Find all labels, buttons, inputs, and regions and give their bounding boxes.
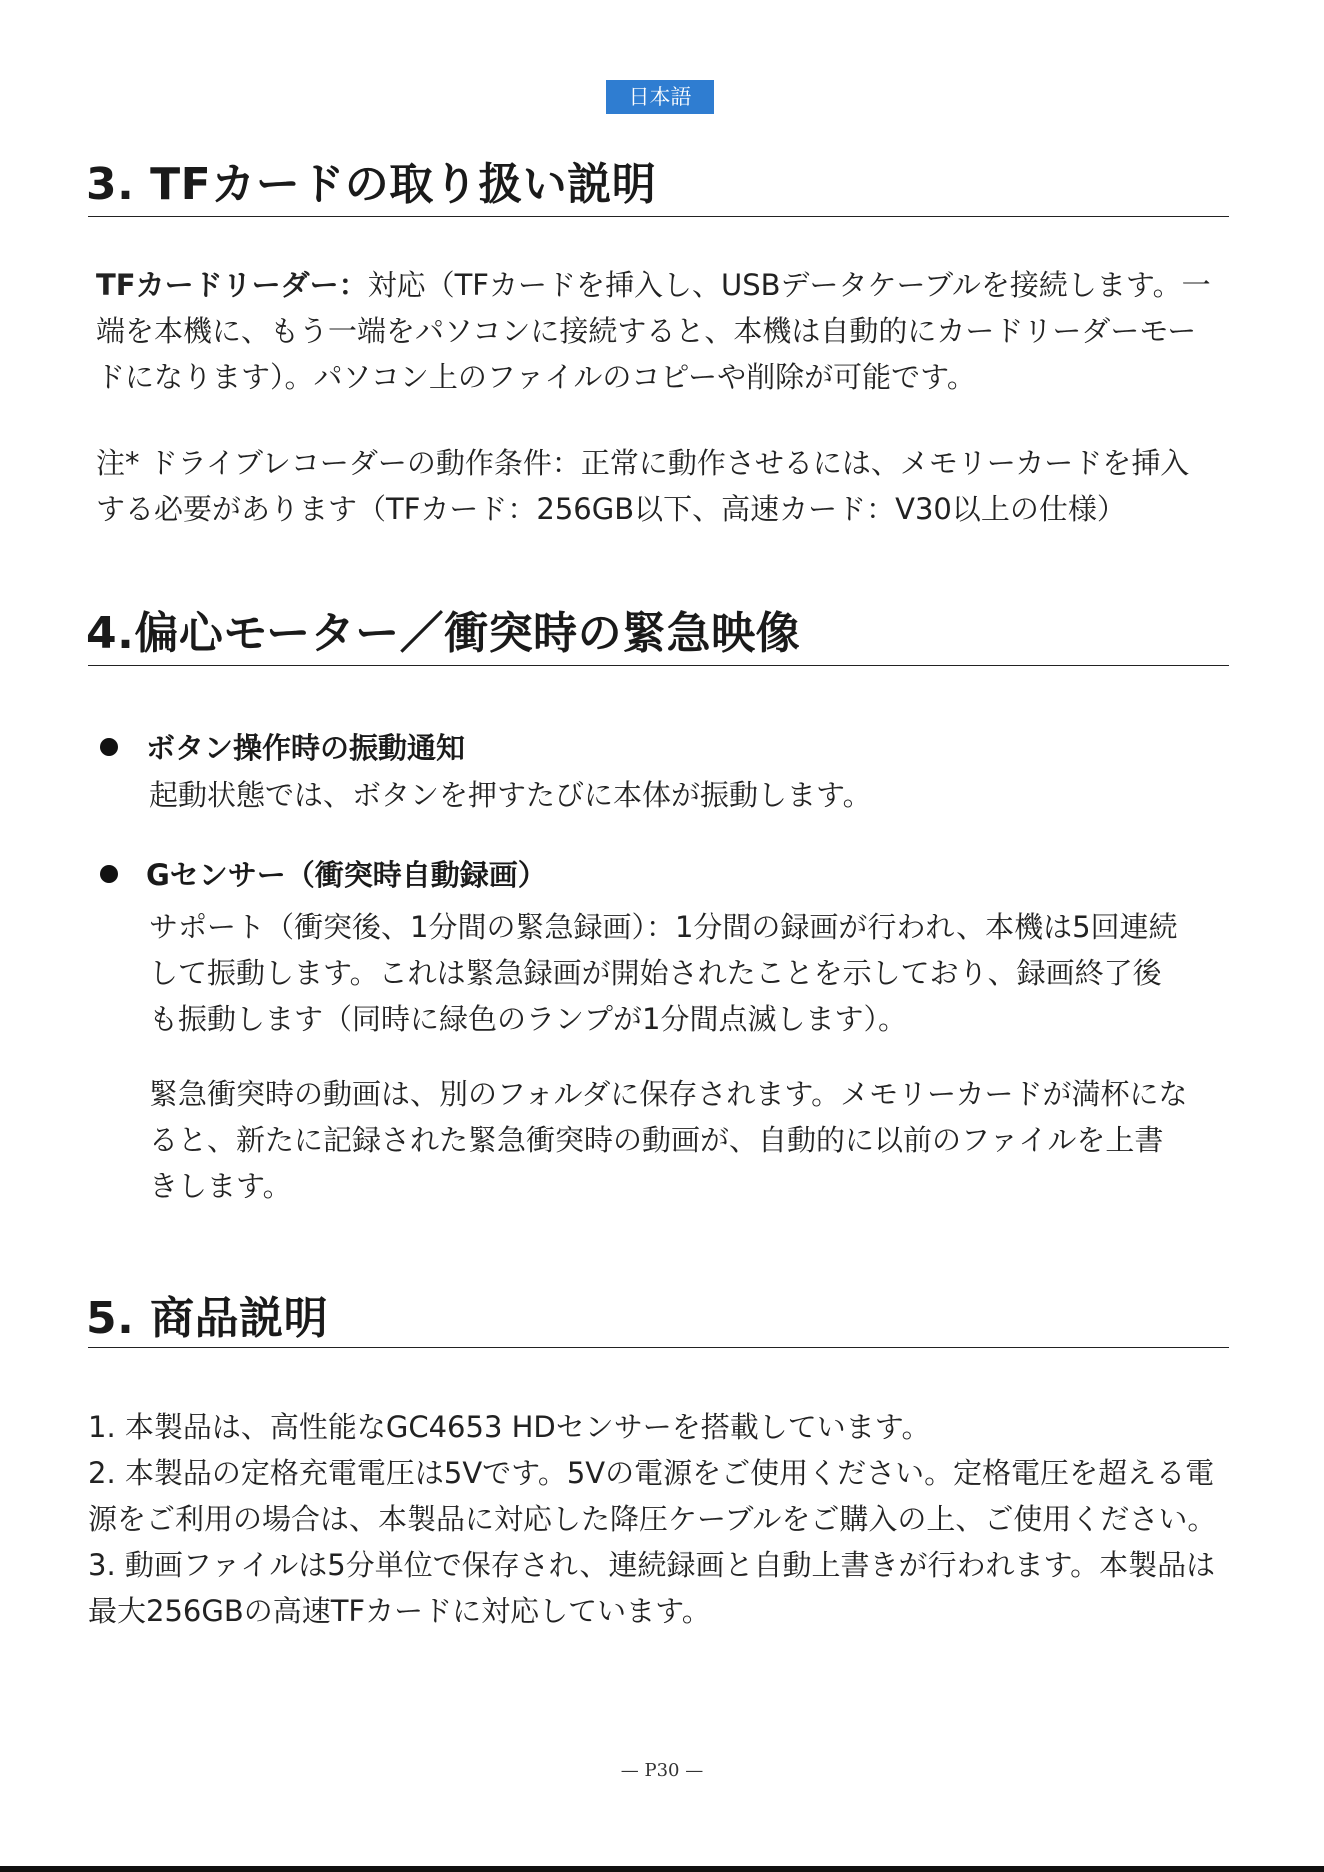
section-3-divider bbox=[88, 216, 1229, 217]
bullet-vibration-heading bbox=[100, 725, 465, 771]
section-4-title: 4.偏心モーター／衝突時の緊急映像 bbox=[86, 608, 801, 659]
bullet-vibration-heading-text: ボタン操作時の振動通知 bbox=[146, 731, 466, 765]
gsensor-support-text: サポート（衝突後、1分間の緊急録画）：1分間の録画が行われ、本機は5回連続して振動します。これは緊急録画が開始されたことを示しており、録画終了後も振動します（同時に緑色のランプが1分間点滅します）。 bbox=[149, 910, 1178, 1036]
product-description-list bbox=[88, 1404, 1233, 1634]
product-item-1: 1. 本製品は、高性能なGC4653 HDセンサーを搭載しています。 bbox=[88, 1410, 931, 1444]
section-4-divider bbox=[88, 665, 1229, 666]
page-number: — P30 — bbox=[620, 1760, 704, 1781]
tf-card-reader-text: 対応（TFカードを挿入し、USBデータケーブルを接続します。一端を本機に、もう一端をパソコンに接続すると、本機は自動的にカードリーダーモードになります）。パソコン上のファイルのコピーや削除が可能です。 bbox=[96, 268, 1211, 394]
language-badge: 日本語 bbox=[606, 80, 714, 114]
operating-condition-note: 注* ドライブレコーダーの動作条件：正常に動作させるには、メモリーカードを挿入する必要があります（TFカード：256GB以下、高速カード：V30以上の仕様） bbox=[96, 446, 1190, 526]
bullet-gsensor-heading bbox=[100, 852, 547, 898]
bottom-border bbox=[0, 1866, 1324, 1872]
product-item-3: 3. 動画ファイルは5分単位で保存され、連続録画と自動上書きが行われます。本製品は最大256GBの高速TFカードに対応しています。 bbox=[88, 1548, 1216, 1628]
bullet-icon bbox=[100, 738, 118, 756]
section-5-title: 5. 商品説明 bbox=[86, 1293, 329, 1344]
tf-card-reader-paragraph bbox=[96, 262, 1216, 400]
section-5-divider bbox=[88, 1347, 1229, 1348]
tf-card-reader-label: TFカードリーダー： bbox=[96, 268, 368, 302]
emergency-video-text: 緊急衝突時の動画は、別のフォルダに保存されます。メモリーカードが満杯になると、新たに記録された緊急衝突時の動画が、自動的に以前のファイルを上書きします。 bbox=[149, 1077, 1188, 1203]
bullet-gsensor-heading-text: Gセンサー（衝突時自動録画） bbox=[146, 858, 547, 892]
bullet-vibration-text: 起動状態では、ボタンを押すたびに本体が振動します。 bbox=[149, 778, 872, 812]
product-item-2: 2. 本製品の定格充電電圧は5Vです。5Vの電源をご使用ください。定格電圧を超える電源をご利用の場合は、本製品に対応した降圧ケーブルをご購入の上、ご使用ください。 bbox=[88, 1456, 1217, 1536]
bullet-icon bbox=[100, 865, 118, 883]
section-3-title: 3. TFカードの取り扱い説明 bbox=[86, 159, 657, 210]
